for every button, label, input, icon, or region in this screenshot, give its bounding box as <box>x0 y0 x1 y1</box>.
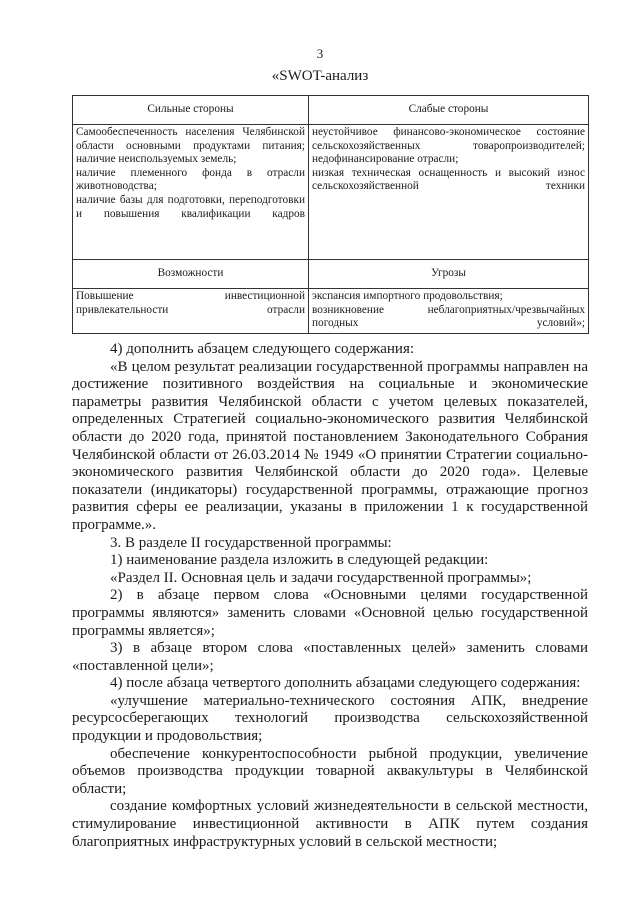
opportunities-header: Возможности <box>73 260 309 289</box>
paragraph: «Раздел II. Основная цель и задачи государственной программы»; <box>110 569 532 586</box>
weakness-item: недофинансирование отрасли; <box>312 153 459 166</box>
threats-header: Угрозы <box>309 260 589 289</box>
threat-item: возникновение неблагоприятных/чрезвычайных погодных условий»; <box>312 303 585 330</box>
paragraph: обеспечение конкурентоспособности рыбной продукции, увеличение объемов производства продукции товарной аквакультуры в Челябинской области; <box>72 745 588 797</box>
weakness-item: низкая техническая оснащенность и высокий износ сельскохозяйственной техники <box>312 166 585 193</box>
weaknesses-header: Слабые стороны <box>309 96 589 125</box>
strength-item: Самообеспеченность населения Челябинской области основными продуктами питания; <box>76 126 305 152</box>
strength-item: наличие племенного фонда в отрасли животноводства; <box>76 166 305 193</box>
swot-table <box>72 95 589 334</box>
paragraph: «В целом результат реализации государственной программы направлен на достижение позитивного воздействия на социальные и экономические параметры развития Челябинской области с учетом целевых показателей, определенных Стратегией социально-экономического развития Челябинской области до 2020 года, принятой постановлением Законодательного Собрания Челябинской области от 26.03.2014 № 1949 «О принятии Стратегии социально-экономического развития Челябинской области до 2020 года». Целевые показатели (индикаторы) государственной программы, отражающие прогноз развития сферы ее реализации, указаны в приложении 1 к государственной программе.». <box>72 358 588 533</box>
strengths-cell <box>73 125 309 260</box>
strength-item: наличие неиспользуемых земель; <box>76 153 237 166</box>
paragraph: 2) в абзаце первом слова «Основными целями государственной программы являются» заменить словами «Основной целью государственной программы является»; <box>72 587 588 639</box>
paragraph: 4) после абзаца четвертого дополнить абзацами следующего содержания: <box>110 675 581 692</box>
weaknesses-cell <box>309 125 589 260</box>
threat-item: экспансия импортного продовольствия; <box>312 290 503 302</box>
paragraph: создание комфортных условий жизнедеятельности в сельской местности, стимулирование инвестиционной активности в АПК путем создания благоприятных инфраструктурных условий в сельской местности; <box>72 798 588 850</box>
paragraph: «улучшение материально-технического состояния АПК, внедрение ресурсосберегающих технологий производства сельскохозяйственной продукции и продовольствия; <box>72 692 588 745</box>
paragraph: 4) дополнить абзацем следующего содержания: <box>110 341 415 357</box>
body-text <box>72 341 588 851</box>
paragraph: 1) наименование раздела изложить в следующей редакции: <box>110 552 489 569</box>
page-number: 3 <box>316 46 324 61</box>
threats-cell <box>309 289 589 334</box>
document-title: «SWOT-анализ <box>271 68 369 84</box>
paragraph: 3) в абзаце втором слова «поставленных целей» заменить словами «поставленной цели»; <box>72 640 588 674</box>
opportunities-cell <box>73 289 309 334</box>
opportunity-item: Повышение инвестиционной привлекательности отрасли <box>76 290 305 316</box>
paragraph: 3. В разделе II государственной программы: <box>110 534 392 551</box>
strength-item: наличие базы для подготовки, переподготовки и повышения квалификации кадров <box>76 193 305 220</box>
strengths-header: Сильные стороны <box>73 96 309 125</box>
weakness-item: неустойчивое финансово-экономическое состояние сельскохозяйственных товаропроизводителей; <box>312 126 585 152</box>
